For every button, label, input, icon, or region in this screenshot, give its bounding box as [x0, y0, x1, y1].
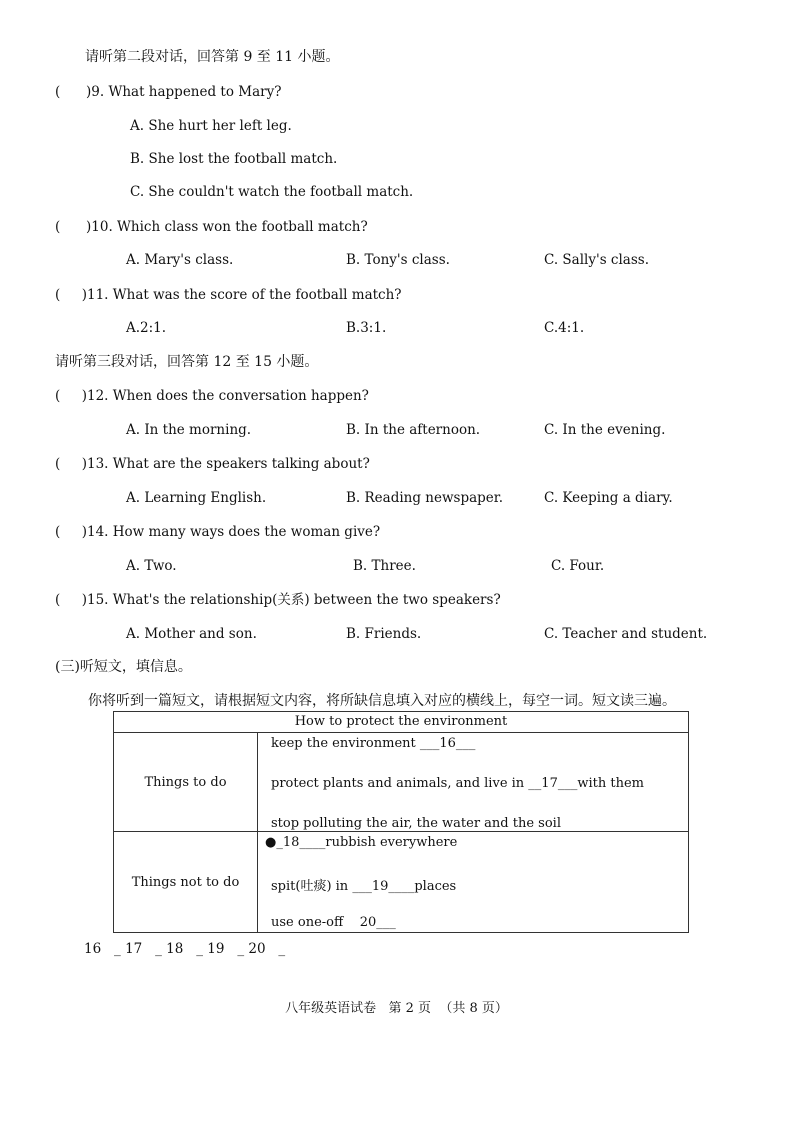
question-12: ( )12. When does the conversation happen? — [55, 388, 369, 404]
part3-title: (三)听短文，填信息。 — [55, 659, 192, 675]
things-not-to-do-cell — [258, 832, 689, 933]
dont-item: use one-off 20___ — [271, 915, 396, 930]
things-not-to-do-label: Things not to do — [114, 832, 258, 933]
section2-intro: 请听第二段对话，回答第 9 至 11 小题。 — [85, 49, 340, 65]
q9-option-c: C. She couldn't watch the football match. — [130, 184, 414, 200]
q10-option-a: A. Mary's class. — [126, 252, 234, 268]
do-item: keep the environment ___16___ — [271, 736, 476, 751]
question-9: ( )9. What happened to Mary? — [55, 84, 282, 100]
section3-intro: 请听第三段对话，回答第 12 至 15 小题。 — [55, 354, 319, 370]
q9-option-a: A. She hurt her left leg. — [130, 118, 292, 134]
q12-option-a: A. In the morning. — [126, 422, 252, 438]
do-item: protect plants and animals, and live in __17___with them — [271, 776, 644, 791]
q11-option-c: C.4:1. — [544, 320, 585, 336]
q15-option-a: A. Mother and son. — [126, 626, 257, 642]
q10-option-b: B. Tony's class. — [346, 252, 450, 268]
question-10: ( )10. Which class won the football match? — [55, 219, 368, 235]
table-title: How to protect the environment — [114, 712, 689, 733]
question-14: ( )14. How many ways does the woman give? — [55, 524, 381, 540]
q13-option-b: B. Reading newspaper. — [346, 490, 504, 506]
question-13: ( )13. What are the speakers talking about? — [55, 456, 370, 472]
q10-option-c: C. Sally's class. — [544, 252, 649, 268]
q13-option-a: A. Learning English. — [126, 490, 267, 506]
dont-item: ●_18____rubbish everywhere — [265, 835, 458, 850]
do-item: stop polluting the air, the water and the soil — [271, 816, 561, 831]
info-table — [113, 711, 689, 933]
q14-option-a: A. Two. — [126, 558, 177, 574]
question-11: ( )11. What was the score of the football match? — [55, 287, 402, 303]
q11-option-a: A.2:1. — [126, 320, 167, 336]
q11-option-b: B.3:1. — [346, 320, 387, 336]
things-to-do-cell — [258, 733, 689, 832]
part3-instruction: 你将听到一篇短文，请根据短文内容，将所缺信息填入对应的横线上，每空一词。短文读三遍。 — [88, 693, 676, 709]
q13-option-c: C. Keeping a diary. — [544, 490, 673, 506]
page-footer: 八年级英语试卷 第 2 页 （共 8 页） — [285, 1001, 508, 1016]
answer-blanks: 16 _ 17 _ 18 _ 19 _ 20 _ — [84, 941, 286, 957]
q14-option-c: C. Four. — [551, 558, 605, 574]
q15-option-c: C. Teacher and student. — [544, 626, 708, 642]
q12-option-b: B. In the afternoon. — [346, 422, 481, 438]
things-to-do-label: Things to do — [114, 733, 258, 832]
dont-item: spit(吐痰) in ___19____places — [271, 879, 457, 894]
q12-option-c: C. In the evening. — [544, 422, 666, 438]
q9-option-b: B. She lost the football match. — [130, 151, 338, 167]
q15-option-b: B. Friends. — [346, 626, 422, 642]
q14-option-b: B. Three. — [353, 558, 416, 574]
question-15: ( )15. What's the relationship(关系) between the two speakers? — [55, 592, 501, 608]
